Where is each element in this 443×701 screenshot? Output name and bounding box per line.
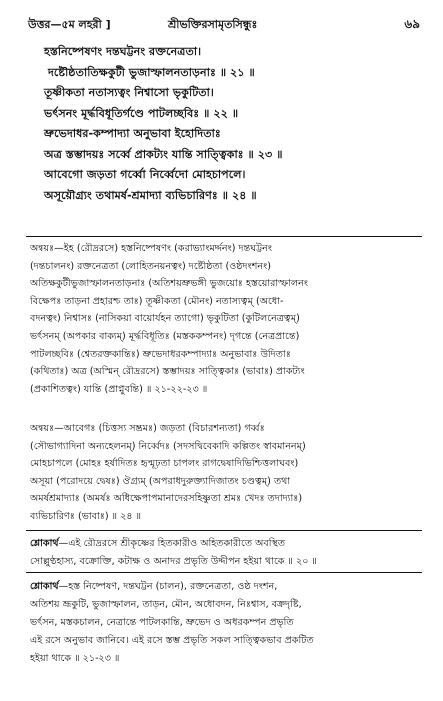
running-header	[28, 16, 420, 34]
commentary-line: অন্বয়ঃ—আবেগঃ (চিত্তস্য সম্ভ্রমঃ) জড়তা (বিচারশন্যতা) গর্ব্বঃ	[30, 423, 265, 434]
sloka-text: —হস্ত নিষ্পেষণ, দন্তঘট্টন (চালন), রক্তনেত্রতা, ওষ্ঠ দংশন,	[58, 581, 278, 592]
page-number: ৬৯	[404, 17, 420, 31]
verse-line: তূষ্ণীকতা নতাস্যত্বং নিশ্বাসো ভৃকুটিতা।	[44, 86, 214, 99]
commentary-line: অমর্ষশ্রমাদ্যাঃ (অমর্ষঃ অধিক্ষেপাপমানাদেরসহিষ্ণুতা শ্রমঃ খেদঃ তদাদ্যাঃ)	[30, 493, 303, 505]
sloka-text: হইয়া থাকে ॥ ২১-২৩ ॥	[30, 653, 120, 664]
verse-line: ভ্রুভেদাধর-কম্পাদ্যা অনুভাবা ইহোদিতাঃ	[44, 127, 221, 140]
sloka-meaning-2	[30, 578, 422, 668]
commentary-line: (সৌভাগ্যাদিনা অন্যহেলনম্) নির্ব্বেদঃ (সদসদ্বিবেকাদি কল্পিতং স্বাবমাননম্)	[30, 440, 306, 452]
sanskrit-verses	[44, 42, 424, 206]
verse-line: আবেগো জড়তা গর্ব্বো নির্ব্বেদো মোহচাপলে।	[44, 168, 246, 181]
chapter-label: উত্তর—৫ম লহরী ]	[28, 18, 111, 31]
commentary-line: অসূয়া (পরোদয়ে দ্বেষঃ) ঔগ্র্যম্ (অপরাধদুরুক্ত্যাদিজাতং চণ্ডত্বম্) তথা	[30, 475, 291, 487]
commentary-line: (প্রকাশিতত্বং) যান্তি (প্রাপ্নুবন্তি) ॥ ২১-২২-২৩ ॥	[30, 383, 208, 395]
sloka-text: এই রসে অনুভাব জানিবে। এই রসে স্তম্ভ প্রভৃতি সকল সাত্ত্বিকভাব প্রকটিত	[30, 635, 314, 646]
sloka-text: সোল্লুণ্ঠহাস্য, বক্রোক্তি, কটাক্ষ ও অনাদর প্রভৃতি উদ্দীপন হইয়া থাকে ॥ ২০ ॥	[30, 556, 317, 567]
commentary-line: পাটলচ্ছবিঃ (শ্বেতরক্তকান্তিঃ) ভ্রুভেদাধরকম্পাদ্যাঃ অনুভাবাঃ উদিতাঃ	[30, 348, 291, 360]
sloka-label: শ্লোকার্থ	[30, 581, 59, 592]
commentary-line: ভর্ৎসনম্ (অপকার বাক্যম্) মূর্দ্ধবিধূতিঃ (মস্তককম্পনং) দৃগন্তে (নেত্রপ্রান্তে)	[30, 330, 300, 342]
book-title: শ্রীভক্তিরসামৃতসিন্ধুঃ	[168, 18, 258, 31]
section-divider	[26, 236, 422, 237]
sloka-text: অতিশয় ভ্রূকুটি, ভুজাস্ফালন, তাড়ন, মৌন, অধোবদন, নিঃশ্বাস, বক্রদৃষ্টি,	[30, 599, 302, 610]
sloka-text: ভর্ৎসন, মস্তকচালন, নেত্রান্তে পাটলকান্তি, ভ্রুভেদ ও অধরকম্পন প্রভৃতি	[30, 617, 294, 628]
section-divider	[26, 572, 422, 573]
anvaya-commentary-1	[30, 240, 422, 398]
anvaya-commentary-2	[30, 420, 422, 526]
verse-line: ভর্ৎসনং মূর্দ্ধবিধূতির্গণ্ডে পাটলচ্ছবিঃ ॥ ২২ ॥	[44, 106, 239, 120]
verse-line: হস্তনিষ্পেষণং দন্তঘট্টনং রক্তনেত্রতা।	[44, 45, 202, 58]
commentary-line: (দন্তচালনং) রক্তনেত্রতা (লোহিতনয়নত্বং) দষ্টৌষ্ঠতা (ওষ্ঠদংশনং)	[30, 260, 271, 272]
commentary-line: অন্বয়ঃ—ইহ (রৌদ্ররসে) হস্তনিষ্পেষণং (করাভ্যাংমর্দ্দনং) দন্তঘট্টনং	[30, 243, 273, 254]
verse-line: অসূয়ৌগ্র্যং তথামর্ষ-শ্রমাদ্যা ব্যভিচারিণঃ ॥ ২৪ ॥	[44, 188, 257, 202]
verse-line: দষ্টৌষ্ঠতাতিক্ষকুটী ভুজাস্ফালনতাড়নাঃ ॥ ২১ ॥	[48, 65, 255, 79]
commentary-line: বদনত্বং) নিশ্বাসঃ (নাসিকয়া বায়োর্যহন ত্যাগো) ভৃকুটিতা (কুটিলনেত্রত্বম্)	[30, 313, 300, 325]
sloka-label: শ্লোকার্থ	[30, 538, 59, 549]
commentary-line: বিক্ষেপঃ তাড়না প্রহারশ্চ তাঃ) তূষ্ণীকতা (মৌনং) নতাস্যত্বম্ (অধো-	[30, 295, 284, 307]
commentary-line: মোহচাপলে (মোহঃ হর্ষাদিতঃ হৃন্মূঢ়তা চাপলং রাগদ্বেষাদিভিশ্চিত্তলাঘবং)	[30, 458, 299, 470]
sloka-meaning-1	[30, 535, 422, 571]
commentary-line: (কথিতাঃ) অত্র (অস্মিন্ রৌদ্ররসে) স্তম্ভাদয়ঃ সাত্ত্বিকাঃ (ভাবাঃ) প্রাকট্যং	[30, 366, 305, 378]
sloka-text: —এই রৌদ্ররসে শ্রীকৃষ্ণের হিতকারীও অহিতকারীতে অবস্থিত	[58, 538, 286, 549]
verse-line: অত্র স্তম্ভাদয়ঃ সর্ব্বে প্রাকট্যং যান্তি সাত্ত্বিকাঃ ॥ ২৩ ॥	[44, 147, 283, 161]
section-divider	[26, 530, 422, 531]
commentary-line: অতিক্ষকুটীভুজাস্ফালনতাড়নাঃ (অতিশয়ভ্রুভঙ্গী ভুজয়োঃ হস্তয়োরাস্ফালনং	[30, 278, 308, 290]
commentary-line: ব্যভিচারিণঃ (ভাবাঃ) ॥ ২৪ ॥	[30, 510, 142, 522]
